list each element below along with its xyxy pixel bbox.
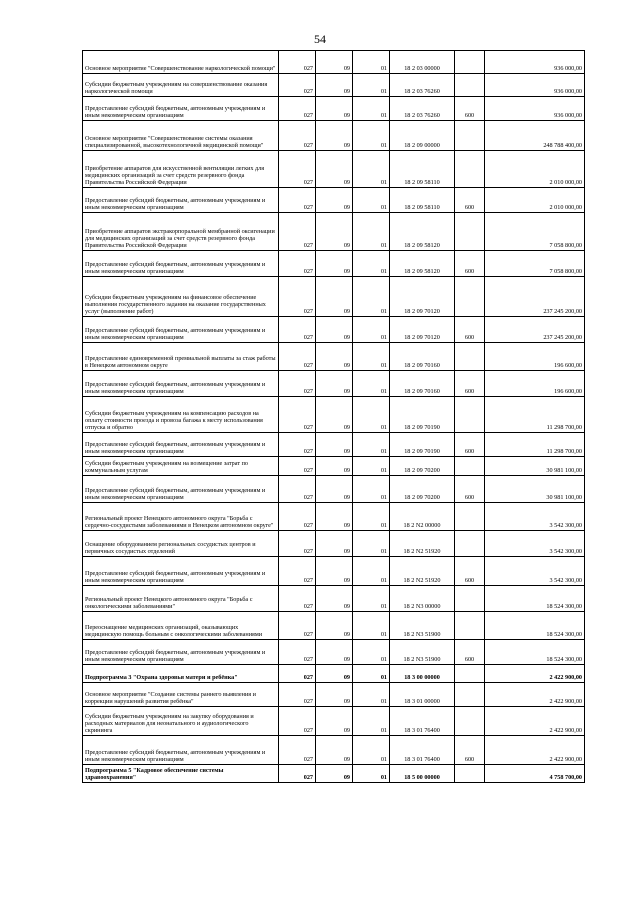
ministry-code: 027 xyxy=(279,503,316,531)
subsection-code: 01 xyxy=(353,640,390,665)
subsection-code: 01 xyxy=(353,531,390,557)
target-article: 18 2 N3 51900 xyxy=(390,612,455,640)
amount: 936 000,00 xyxy=(485,74,585,97)
row-name: Предоставление субсидий бюджетным, автономным учреждениям и иным некоммерческим организациям xyxy=(83,736,279,765)
table-row xyxy=(83,665,585,683)
ministry-code: 027 xyxy=(279,640,316,665)
expense-type: 600 xyxy=(455,188,485,213)
target-article: 18 5 00 00000 xyxy=(390,765,455,783)
subsection-code: 01 xyxy=(353,707,390,736)
ministry-code: 027 xyxy=(279,557,316,586)
expense-type: 600 xyxy=(455,433,485,457)
expense-type xyxy=(455,586,485,612)
ministry-code: 027 xyxy=(279,476,316,503)
ministry-code: 027 xyxy=(279,151,316,188)
subsection-code: 01 xyxy=(353,371,390,397)
amount: 4 758 700,00 xyxy=(485,765,585,783)
row-name: Приобретение аппаратов для искусственной вентиляции легких для медицинских организаций за счет средств резервного фонда Правительства Российской Федерации xyxy=(83,151,279,188)
amount: 11 298 700,00 xyxy=(485,397,585,433)
amount: 936 000,00 xyxy=(485,51,585,74)
amount: 248 788 400,00 xyxy=(485,121,585,151)
table-row xyxy=(83,683,585,707)
target-article: 18 2 09 70190 xyxy=(390,433,455,457)
ministry-code: 027 xyxy=(279,707,316,736)
table-row xyxy=(83,765,585,783)
expense-type xyxy=(455,74,485,97)
expense-type: 600 xyxy=(455,97,485,121)
expense-type xyxy=(455,765,485,783)
section-code: 09 xyxy=(316,397,353,433)
expense-type: 600 xyxy=(455,640,485,665)
row-name: Региональный проект Ненецкого автономного округа "Борьба с онкологическими заболеваниями" xyxy=(83,586,279,612)
table-row xyxy=(83,213,585,251)
table-row xyxy=(83,736,585,765)
section-code: 09 xyxy=(316,277,353,317)
section-code: 09 xyxy=(316,531,353,557)
subsection-code: 01 xyxy=(353,74,390,97)
amount: 30 981 100,00 xyxy=(485,457,585,476)
table-row xyxy=(83,51,585,74)
target-article: 18 2 09 58110 xyxy=(390,188,455,213)
target-article: 18 2 N2 00000 xyxy=(390,503,455,531)
amount: 11 298 700,00 xyxy=(485,433,585,457)
section-code: 09 xyxy=(316,640,353,665)
section-code: 09 xyxy=(316,121,353,151)
table-row xyxy=(83,433,585,457)
target-article: 18 2 03 76260 xyxy=(390,97,455,121)
amount: 18 524 300,00 xyxy=(485,640,585,665)
subsection-code: 01 xyxy=(353,397,390,433)
table-row xyxy=(83,707,585,736)
expense-type xyxy=(455,612,485,640)
amount: 196 600,00 xyxy=(485,343,585,371)
target-article: 18 2 N2 51920 xyxy=(390,557,455,586)
row-name: Основное мероприятие "Совершенствование наркологической помощи" xyxy=(83,51,279,74)
subsection-code: 01 xyxy=(353,433,390,457)
subsection-code: 01 xyxy=(353,665,390,683)
table-row xyxy=(83,503,585,531)
subsection-code: 01 xyxy=(353,97,390,121)
ministry-code: 027 xyxy=(279,97,316,121)
ministry-code: 027 xyxy=(279,683,316,707)
section-code: 09 xyxy=(316,457,353,476)
section-code: 09 xyxy=(316,765,353,783)
ministry-code: 027 xyxy=(279,317,316,343)
table-row xyxy=(83,476,585,503)
subsection-code: 01 xyxy=(353,586,390,612)
row-name: Основное мероприятие "Совершенствование системы оказания специализированной, высокотехнологичной медицинской помощи" xyxy=(83,121,279,151)
expense-type xyxy=(455,397,485,433)
table-row xyxy=(83,277,585,317)
ministry-code: 027 xyxy=(279,343,316,371)
row-name: Предоставление субсидий бюджетным, автономным учреждениям и иным некоммерческим организациям xyxy=(83,476,279,503)
section-code: 09 xyxy=(316,51,353,74)
target-article: 18 2 09 58110 xyxy=(390,151,455,188)
subsection-code: 01 xyxy=(353,683,390,707)
subsection-code: 01 xyxy=(353,213,390,251)
section-code: 09 xyxy=(316,736,353,765)
amount: 18 524 300,00 xyxy=(485,612,585,640)
section-code: 09 xyxy=(316,557,353,586)
row-name: Оснащение оборудованием региональных сосудистых центров и первичных сосудистых отделений xyxy=(83,531,279,557)
target-article: 18 2 03 00000 xyxy=(390,51,455,74)
expense-type xyxy=(455,121,485,151)
target-article: 18 2 09 70120 xyxy=(390,277,455,317)
ministry-code: 027 xyxy=(279,531,316,557)
row-name: Субсидии бюджетным учреждениям на совершенствование оказания наркологической помощи xyxy=(83,74,279,97)
expense-type: 600 xyxy=(455,557,485,586)
expense-type xyxy=(455,665,485,683)
amount: 2 422 900,00 xyxy=(485,665,585,683)
subsection-code: 01 xyxy=(353,151,390,188)
amount: 2 422 900,00 xyxy=(485,736,585,765)
amount: 936 000,00 xyxy=(485,97,585,121)
row-name: Предоставление субсидий бюджетным, автономным учреждениям и иным некоммерческим организациям xyxy=(83,317,279,343)
subsection-code: 01 xyxy=(353,51,390,74)
section-code: 09 xyxy=(316,683,353,707)
target-article: 18 3 01 76400 xyxy=(390,736,455,765)
target-article: 18 2 09 58120 xyxy=(390,251,455,277)
amount: 7 058 800,00 xyxy=(485,213,585,251)
subsection-code: 01 xyxy=(353,503,390,531)
ministry-code: 027 xyxy=(279,188,316,213)
row-name: Предоставление субсидий бюджетным, автономным учреждениям и иным некоммерческим организациям xyxy=(83,97,279,121)
amount: 237 245 200,00 xyxy=(485,317,585,343)
section-code: 09 xyxy=(316,343,353,371)
target-article: 18 2 09 70200 xyxy=(390,476,455,503)
section-code: 09 xyxy=(316,586,353,612)
target-article: 18 2 N3 51900 xyxy=(390,640,455,665)
budget-rows xyxy=(83,51,585,783)
subsection-code: 01 xyxy=(353,457,390,476)
subsection-code: 01 xyxy=(353,557,390,586)
row-name: Предоставление субсидий бюджетным, автономным учреждениям и иным некоммерческим организациям xyxy=(83,640,279,665)
amount: 3 542 300,00 xyxy=(485,531,585,557)
amount: 18 524 300,00 xyxy=(485,586,585,612)
subsection-code: 01 xyxy=(353,343,390,371)
table-row xyxy=(83,74,585,97)
row-name: Предоставление субсидий бюджетным, автономным учреждениям и иным некоммерческим организациям xyxy=(83,188,279,213)
target-article: 18 2 09 00000 xyxy=(390,121,455,151)
target-article: 18 2 09 58120 xyxy=(390,213,455,251)
amount: 2 010 000,00 xyxy=(485,151,585,188)
expense-type xyxy=(455,683,485,707)
row-name: Субсидии бюджетным учреждениям на финансовое обеспечение выполнения государственного задания на оказание государственных услуг (выполнение работ) xyxy=(83,277,279,317)
subsection-code: 01 xyxy=(353,476,390,503)
amount: 7 058 800,00 xyxy=(485,251,585,277)
table-row xyxy=(83,371,585,397)
table-row xyxy=(83,343,585,371)
ministry-code: 027 xyxy=(279,51,316,74)
row-name: Подпрограмма 3 "Охрана здоровья матери и ребёнка" xyxy=(83,665,279,683)
expense-type xyxy=(455,343,485,371)
expense-type xyxy=(455,457,485,476)
target-article: 18 3 00 00000 xyxy=(390,665,455,683)
section-code: 09 xyxy=(316,188,353,213)
ministry-code: 027 xyxy=(279,457,316,476)
ministry-code: 027 xyxy=(279,251,316,277)
row-name: Переоснащение медицинских организаций, оказывающих медицинскую помощь больным с онкологическими заболеваниями xyxy=(83,612,279,640)
target-article: 18 3 01 76400 xyxy=(390,707,455,736)
ministry-code: 027 xyxy=(279,736,316,765)
target-article: 18 2 09 70160 xyxy=(390,343,455,371)
subsection-code: 01 xyxy=(353,612,390,640)
section-code: 09 xyxy=(316,97,353,121)
amount: 2 422 900,00 xyxy=(485,707,585,736)
ministry-code: 027 xyxy=(279,74,316,97)
expense-type: 600 xyxy=(455,476,485,503)
row-name: Подпрограмма 5 "Кадровое обеспечение системы здравоохранения" xyxy=(83,765,279,783)
table-row xyxy=(83,397,585,433)
section-code: 09 xyxy=(316,707,353,736)
subsection-code: 01 xyxy=(353,317,390,343)
subsection-code: 01 xyxy=(353,121,390,151)
table-row xyxy=(83,531,585,557)
row-name: Предоставление единовременной премиальной выплаты за стаж работы в Ненецком автономном округе xyxy=(83,343,279,371)
table-row xyxy=(83,317,585,343)
amount: 2 422 900,00 xyxy=(485,683,585,707)
table-row xyxy=(83,151,585,188)
amount: 237 245 200,00 xyxy=(485,277,585,317)
subsection-code: 01 xyxy=(353,736,390,765)
row-name: Приобретение аппаратов экстракорпоральной мембранной оксигенации для медицинских организаций за счет средств резервного фонда Правительства Российской Федерации xyxy=(83,213,279,251)
row-name: Основное мероприятие "Создание системы раннего выявления и коррекции нарушений развития ребёнка" xyxy=(83,683,279,707)
table-row xyxy=(83,640,585,665)
row-name: Предоставление субсидий бюджетным, автономным учреждениям и иным некоммерческим организациям xyxy=(83,251,279,277)
table-row xyxy=(83,251,585,277)
expense-type xyxy=(455,503,485,531)
row-name: Предоставление субсидий бюджетным, автономным учреждениям и иным некоммерческим организациям xyxy=(83,371,279,397)
expense-type xyxy=(455,213,485,251)
subsection-code: 01 xyxy=(353,277,390,317)
target-article: 18 2 N3 00000 xyxy=(390,586,455,612)
expense-type: 600 xyxy=(455,251,485,277)
section-code: 09 xyxy=(316,371,353,397)
subsection-code: 01 xyxy=(353,765,390,783)
row-name: Субсидии бюджетным учреждениям на закупку оборудования и расходных материалов для неонатального и аудиологического скрининга xyxy=(83,707,279,736)
section-code: 09 xyxy=(316,433,353,457)
budget-table xyxy=(82,50,585,783)
table-row xyxy=(83,457,585,476)
expense-type xyxy=(455,151,485,188)
page-number: 54 xyxy=(314,32,326,46)
target-article: 18 3 01 00000 xyxy=(390,683,455,707)
table-row xyxy=(83,586,585,612)
amount: 2 010 000,00 xyxy=(485,188,585,213)
row-name: Региональный проект Ненецкого автономного округа "Борьба с сердечно-сосудистыми заболеваниями в Ненецком автономном округе" xyxy=(83,503,279,531)
ministry-code: 027 xyxy=(279,765,316,783)
section-code: 09 xyxy=(316,476,353,503)
amount: 3 542 300,00 xyxy=(485,503,585,531)
section-code: 09 xyxy=(316,251,353,277)
expense-type: 600 xyxy=(455,371,485,397)
ministry-code: 027 xyxy=(279,586,316,612)
table-row xyxy=(83,97,585,121)
subsection-code: 01 xyxy=(353,188,390,213)
ministry-code: 027 xyxy=(279,277,316,317)
amount: 196 600,00 xyxy=(485,371,585,397)
target-article: 18 2 09 70120 xyxy=(390,317,455,343)
section-code: 09 xyxy=(316,503,353,531)
row-name: Субсидии бюджетным учреждениям на возмещение затрат по коммунальным услугам xyxy=(83,457,279,476)
section-code: 09 xyxy=(316,612,353,640)
ministry-code: 027 xyxy=(279,397,316,433)
amount: 30 981 100,00 xyxy=(485,476,585,503)
section-code: 09 xyxy=(316,665,353,683)
expense-type: 600 xyxy=(455,736,485,765)
row-name: Предоставление субсидий бюджетным, автономным учреждениям и иным некоммерческим организациям xyxy=(83,557,279,586)
table-row xyxy=(83,557,585,586)
expense-type: 600 xyxy=(455,317,485,343)
row-name: Субсидии бюджетным учреждениям на компенсацию расходов на оплату стоимости проезда и провоза багажа к месту использования отпуска и обратно xyxy=(83,397,279,433)
ministry-code: 027 xyxy=(279,213,316,251)
target-article: 18 2 09 70200 xyxy=(390,457,455,476)
target-article: 18 2 09 70190 xyxy=(390,397,455,433)
expense-type xyxy=(455,531,485,557)
target-article: 18 2 09 70160 xyxy=(390,371,455,397)
ministry-code: 027 xyxy=(279,665,316,683)
target-article: 18 2 N2 51920 xyxy=(390,531,455,557)
row-name: Предоставление субсидий бюджетным, автономным учреждениям и иным некоммерческим организациям xyxy=(83,433,279,457)
subsection-code: 01 xyxy=(353,251,390,277)
target-article: 18 2 03 76260 xyxy=(390,74,455,97)
section-code: 09 xyxy=(316,74,353,97)
table-row xyxy=(83,612,585,640)
expense-type xyxy=(455,707,485,736)
ministry-code: 027 xyxy=(279,612,316,640)
expense-type xyxy=(455,277,485,317)
table-row xyxy=(83,121,585,151)
table-row xyxy=(83,188,585,213)
ministry-code: 027 xyxy=(279,433,316,457)
section-code: 09 xyxy=(316,213,353,251)
ministry-code: 027 xyxy=(279,371,316,397)
section-code: 09 xyxy=(316,317,353,343)
section-code: 09 xyxy=(316,151,353,188)
amount: 3 542 300,00 xyxy=(485,557,585,586)
ministry-code: 027 xyxy=(279,121,316,151)
expense-type xyxy=(455,51,485,74)
